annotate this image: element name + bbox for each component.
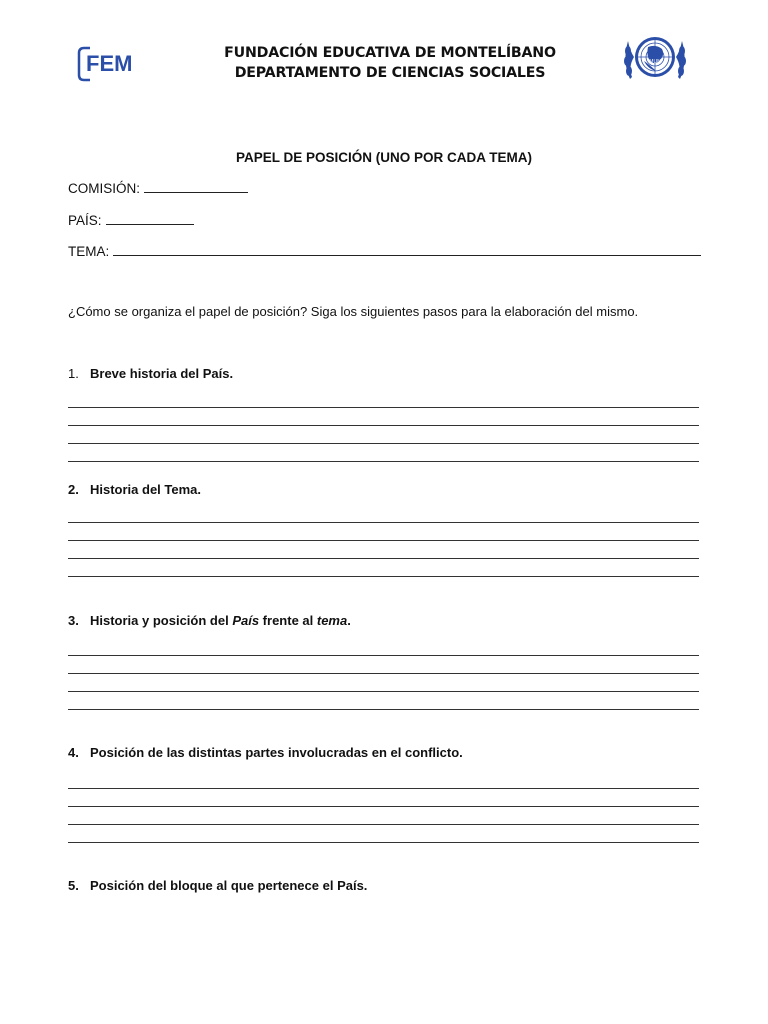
- pais-field[interactable]: [68, 212, 194, 228]
- answer-line[interactable]: [68, 655, 699, 656]
- answer-line[interactable]: [68, 576, 699, 577]
- department-name: DEPARTAMENTO DE CIENCIAS SOCIALES: [234, 65, 546, 81]
- fem-logo-text: FEM: [86, 51, 133, 76]
- tema-blank-line[interactable]: [113, 243, 701, 256]
- step-number: 4.: [68, 745, 79, 760]
- institution-name: FUNDACIÓN EDUCATIVA DE MONTELÍBANO: [224, 45, 556, 61]
- answer-line[interactable]: [68, 461, 699, 462]
- tema-field[interactable]: [68, 243, 701, 259]
- document-title: PAPEL DE POSICIÓN (UNO POR CADA TEMA): [235, 150, 533, 165]
- answer-line[interactable]: [68, 522, 699, 523]
- step-2-answer-lines[interactable]: [68, 522, 699, 594]
- mun-emblem-logo: [620, 27, 690, 89]
- answer-line[interactable]: [68, 709, 699, 710]
- step-text: Historia del Tema.: [90, 482, 202, 497]
- pais-label: PAÍS:: [68, 213, 102, 228]
- step-4-heading: [68, 745, 463, 760]
- step-text-part: .: [347, 613, 351, 628]
- step-3-answer-lines[interactable]: [68, 655, 699, 727]
- step-number: 5.: [68, 878, 79, 893]
- answer-line[interactable]: [68, 540, 699, 541]
- answer-line[interactable]: [68, 824, 699, 825]
- instructions-text: ¿Cómo se organiza el papel de posición? Siga los siguientes pasos para la elaboración del mismo.: [68, 304, 639, 319]
- step-1-heading: [68, 366, 233, 381]
- answer-line[interactable]: [68, 842, 699, 843]
- step-text-part: Historia y posición del: [90, 613, 233, 628]
- answer-line[interactable]: [68, 788, 699, 789]
- step-text-emphasis: País: [232, 613, 260, 628]
- step-4-answer-lines[interactable]: [68, 788, 699, 860]
- step-text: Posición del bloque al que pertenece el País.: [90, 878, 368, 893]
- step-2-heading: [68, 482, 201, 497]
- step-text: Breve historia del País.: [90, 366, 234, 381]
- comision-blank-line[interactable]: [144, 180, 248, 193]
- answer-line[interactable]: [68, 806, 699, 807]
- answer-line[interactable]: [68, 558, 699, 559]
- comision-label: COMISIÓN:: [68, 181, 141, 196]
- step-number: 2.: [68, 482, 79, 497]
- step-text-part: frente al: [259, 613, 317, 628]
- pais-blank-line[interactable]: [106, 212, 194, 225]
- step-number: 3.: [68, 613, 79, 628]
- answer-line[interactable]: [68, 407, 699, 408]
- mun-logo-text: MUN: [649, 59, 661, 65]
- answer-line[interactable]: [68, 443, 699, 444]
- answer-line[interactable]: [68, 673, 699, 674]
- step-text: Posición de las distintas partes involucradas en el conflicto.: [90, 745, 463, 760]
- answer-line[interactable]: [68, 425, 699, 426]
- step-number: 1.: [68, 366, 79, 381]
- fem-logo: [74, 42, 146, 86]
- step-3-heading: [68, 613, 351, 628]
- step-5-heading: [68, 878, 367, 893]
- comision-field[interactable]: [68, 180, 248, 196]
- step-text-emphasis: tema: [316, 613, 348, 628]
- answer-line[interactable]: [68, 691, 699, 692]
- step-1-answer-lines[interactable]: [68, 407, 699, 479]
- tema-label: TEMA:: [68, 244, 110, 259]
